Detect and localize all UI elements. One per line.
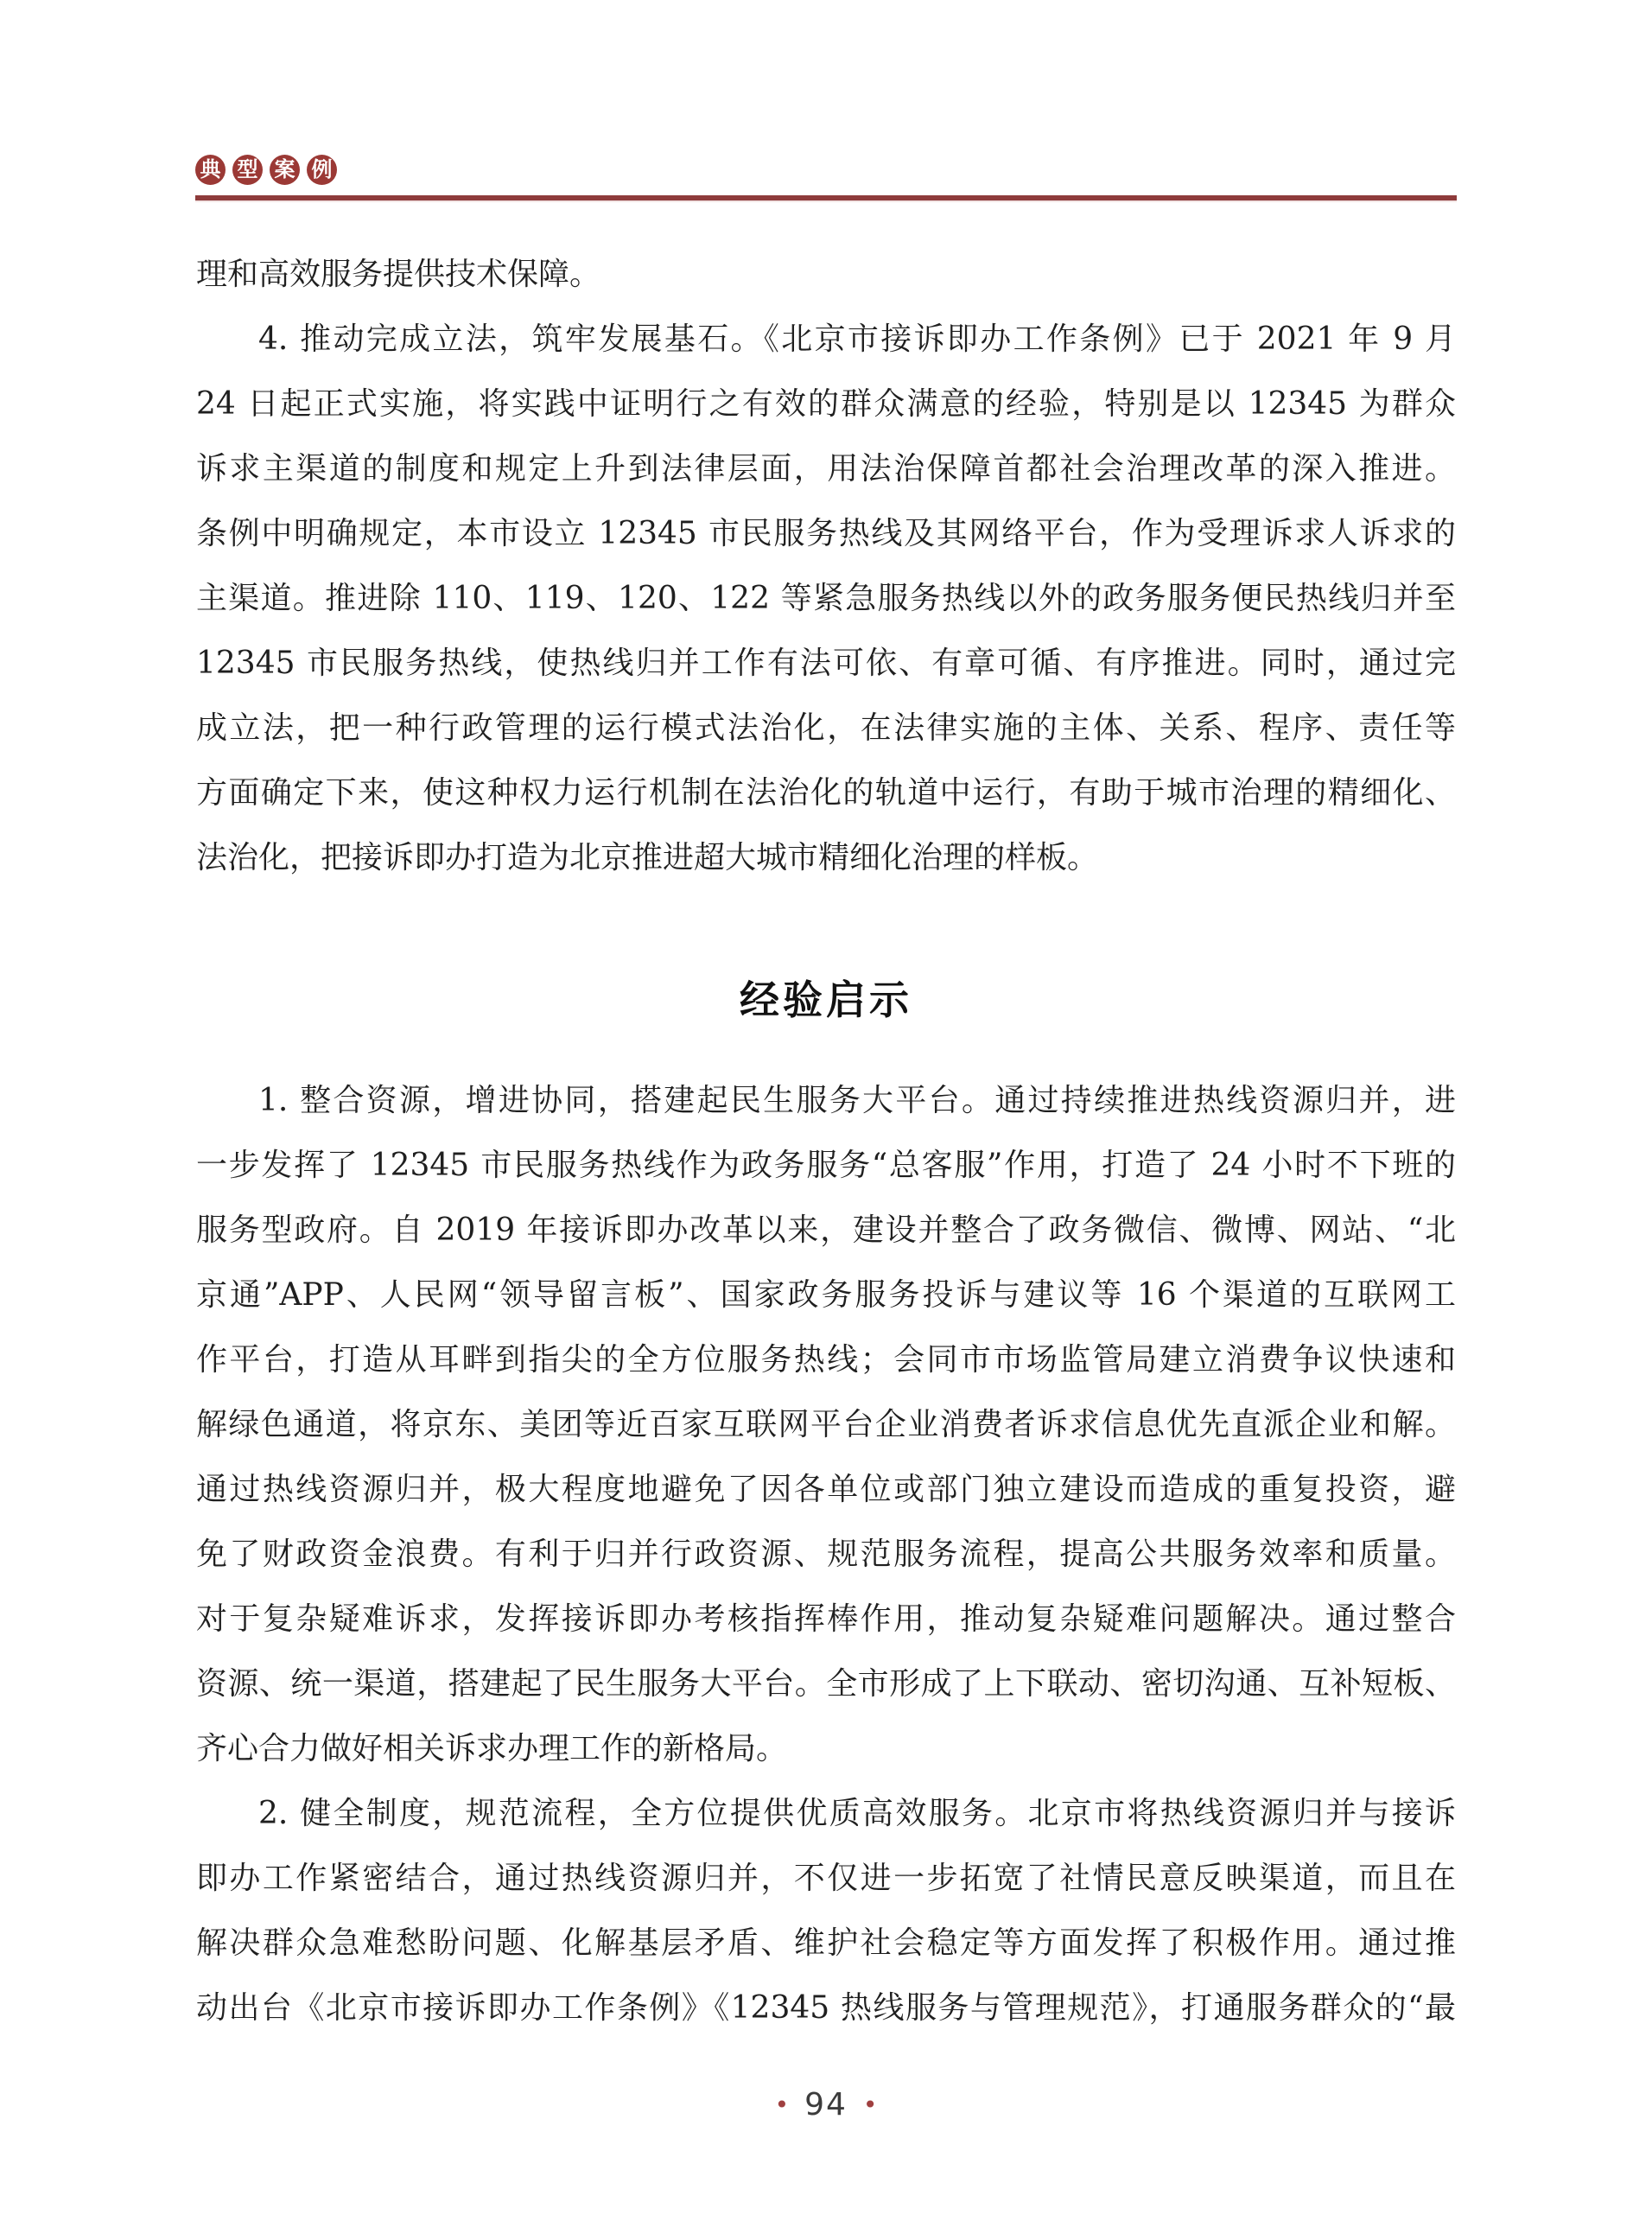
header-logo-badges: [195, 155, 337, 185]
text-line: 成立法，把一种行政管理的运行模式法治化，在法律实施的主体、关系、程序、责任等: [196, 710, 1456, 746]
text-line: 齐心合力做好相关诉求办理工作的新格局。: [196, 1731, 788, 1766]
text-line: 免了财政资金浪费。有利于归并行政资源、规范服务流程，提高公共服务效率和质量。: [196, 1537, 1456, 1572]
text-line: 京通”APP、人民网“领导留言板”、国家政务服务投诉与建议等 16 个渠道的互联网工: [196, 1277, 1456, 1313]
text-line: 4. 推动完成立法，筑牢发展基石。《北京市接诉即办工作条例》已于 2021 年 9 月: [258, 321, 1456, 357]
text-line: 动出台《北京市接诉即办工作条例》《12345 热线服务与管理规范》，打通服务群众的“最: [196, 1990, 1456, 2026]
text-line: 法治化，把接诉即办打造为北京推进超大城市精细化治理的样板。: [196, 840, 1099, 875]
text-line: 一步发挥了 12345 市民服务热线作为政务服务“总客服”作用，打造了 24 小时不下班的: [196, 1148, 1456, 1183]
text-line: 主渠道。推进除 110、119、120、122 等紧急服务热线以外的政务服务便民热线归并至: [196, 581, 1456, 616]
logo-badge: 型: [232, 155, 263, 185]
logo-badge: 例: [307, 155, 337, 185]
text-line: 条例中明确规定，本市设立 12345 市民服务热线及其网络平台，作为受理诉求人诉求的: [196, 516, 1456, 551]
footer-ornament-dot: •: [862, 2090, 878, 2119]
text-line: 1. 整合资源，增进协同，搭建起民生服务大平台。通过持续推进热线资源归并，进: [258, 1083, 1456, 1118]
paragraph-point-1: [196, 1068, 1456, 1781]
header-rule: [195, 195, 1457, 200]
text-line: 对于复杂疑难诉求，发挥接诉即办考核指挥棒作用，推动复杂疑难问题解决。通过整合: [196, 1601, 1456, 1637]
document-body: [196, 242, 1456, 2040]
footer-ornament-dot: •: [774, 2090, 790, 2119]
text-line: 作平台，打造从耳畔到指尖的全方位服务热线；会同市市场监管局建立消费争议快速和: [196, 1342, 1456, 1378]
text-line: 2. 健全制度，规范流程，全方位提供优质高效服务。北京市将热线资源归并与接诉: [258, 1796, 1456, 1831]
text-line: 通过热线资源归并，极大程度地避免了因各单位或部门独立建设而造成的重复投资，避: [196, 1472, 1456, 1507]
logo-badge: 案: [270, 155, 300, 185]
text-line: 资源、统一渠道，搭建起了民生服务大平台。全市形成了上下联动、密切沟通、互补短板、: [196, 1666, 1456, 1702]
paragraph-point-4: [196, 307, 1456, 890]
text-line: 24 日起正式实施，将实践中证明行之有效的群众满意的经验，特别是以 12345 为群众: [196, 386, 1456, 422]
text-line: 解绿色通道，将京东、美团等近百家互联网平台企业消费者诉求信息优先直派企业和解。: [196, 1407, 1456, 1442]
paragraph-continuation: [196, 242, 1456, 307]
logo-badge: 典: [195, 155, 226, 185]
text-line: 服务型政府。自 2019 年接诉即办改革以来，建设并整合了政务微信、微博、网站、“北: [196, 1212, 1456, 1248]
text-line: 即办工作紧密结合，通过热线资源归并，不仅进一步拓宽了社情民意反映渠道，而且在: [196, 1861, 1456, 1896]
page-footer: [0, 2088, 1652, 2122]
page-number: 94: [804, 2087, 848, 2122]
paragraph-point-2: [196, 1781, 1456, 2040]
section-heading: 经验启示: [740, 977, 912, 1023]
text-line: 解决群众急难愁盼问题、化解基层矛盾、维护社会稳定等方面发挥了积极作用。通过推: [196, 1925, 1456, 1961]
text-line: 理和高效服务提供技术保障。: [196, 257, 601, 292]
text-line: 方面确定下来，使这种权力运行机制在法治化的轨道中运行，有助于城市治理的精细化、: [196, 775, 1456, 811]
text-line: 诉求主渠道的制度和规定上升到法律层面，用法治保障首都社会治理改革的深入推进。: [196, 451, 1456, 487]
text-line: 12345 市民服务热线，使热线归并工作有法可依、有章可循、有序推进。同时，通过完: [196, 646, 1456, 681]
